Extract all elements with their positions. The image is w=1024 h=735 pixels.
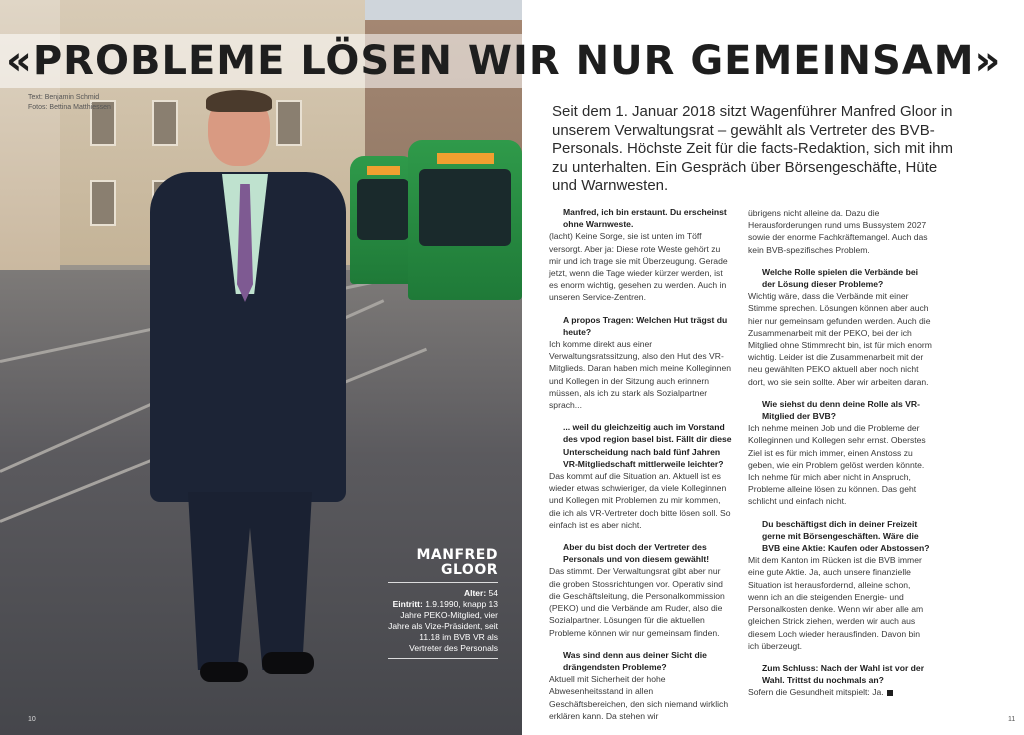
answer: Das stimmt. Der Verwaltungsrat gibt aber nur die groben Stossrichtungen vor. Operativ sind die Geschäftsleitung, die Personalkommission (PEKO) und die Verbände am Ruder, also die Sozialpartner. Lösungen für die aktuellen Probleme können wir nur gemeinsam finden. [549,566,725,638]
profile-facts [388,588,498,654]
answer: Ich nehme meinen Job und die Probleme der Kolleginnen und Kollegen sehr ernst. Oberstes Ziel ist es für mich immer, einen Anstoss zu geben, wie ein Problem gelöst werden könnte. Ich nehme für mich aber nicht in Anspruch, Probleme alleine lösen zu können. Das geht schlicht und einfach nicht. [748,423,926,507]
fact-age: Alter: 54 [463,588,498,598]
answer: Wichtig wäre, dass die Verbände mit einer Stimme sprechen. Lösungen können aber auch hier nur gemeinsam gefunden werden. Auch die Zusammenarbeit mit der PEKO, bei der ich Mitglied ohne Stimmrecht bin, ist für mich enorm wichtig. Leider ist die Zusammenarbeit mit der neu gewählten PEKO aktuell aber noch nicht dort, wo sie sein sollte. Aber wir arbeiten daran. [748,291,932,387]
answer: Das kommt auf die Situation an. Aktuell ist es wieder etwas schwieriger, da viele Kolleginnen und Kollegen mit Problemen zu mir kommen, die ich als VR-Vertreter doch bitte lösen soll. So einfach ist es aber nicht. [549,471,731,530]
answer-continued: übrigens nicht alleine da. Dazu die Herausforderungen rund ums Bussystem 2027 sowie der enorme Fachkräftemangel. Auch das kein BVB-spezifisches Problem. [748,208,928,255]
answer: Mit dem Kanton im Rücken ist die BVB immer eine gute Aktie. Ja, auch unsere finanzielle Situation ist herausfordernd, alleine schon, wenn ich an die steigenden Energie- und Personalkosten denke. Wenn wir aber alle am gleichen Strick ziehen, werden wir auch aus diesem Loch wieder herausfinden. Davon bin ich überzeugt. [748,555,924,651]
question: Wie siehst du denn deine Rolle als VR-Mitglied der BVB? [762,398,920,422]
text-credit: Text: Benjamin Schmid [28,94,100,101]
question: Zum Schluss: Nach der Wahl ist vor der Wahl. Trittst du nochmals an? [762,662,925,686]
answer: (lacht) Keine Sorge, sie ist unten im Töff versorgt. Aber ja: Diese rote Weste gehört zu mir und ich trage sie mit Überzeugung. Gerade jetzt, wenn die Tage wieder kürzer werden, ist es enorm wichtig, gesehen zu werden. Auch in unseren Service-Zentren. [549,231,728,303]
tram-front [408,140,522,300]
question: Manfred, ich bin erstaunt. Du erscheinst ohne Warnweste. [563,207,727,230]
lead-paragraph: Seit dem 1. Januar 2018 sitzt Wagenführer Manfred Gloor in unserem Verwaltungsrat – gewählt als Vertreter des BVB-Personals. Höchste Zeit für die facts-Redaktion, sich mit ihm zu unterhalten. Ein Gespräch über Börsengeschäfte, Hüte und Warnwesten. [552,103,953,194]
portrait-manfred-gloor [140,92,360,692]
page-number-left: 10 [28,716,36,723]
question: Welche Rolle spielen die Verbände bei der Lösung dieser Probleme? [762,266,919,290]
headline: «PROBLEME LÖSEN WIR NUR GEMEINSAM» [6,38,1002,84]
question: A propos Tragen: Welchen Hut trägst du heute? [563,314,728,337]
end-mark-icon [887,690,893,696]
photo-credit: Fotos: Bettina Matthiessen [28,104,111,111]
question: Du beschäftigst dich in deiner Freizeit gerne mit Börsengeschäften. Wäre die BVB eine Aktie: Kaufen oder Abstossen? [762,518,930,554]
photo-credits [28,93,111,113]
answer: Ich komme direkt aus einer Verwaltungsratssitzung, also den Hut des VR-Mitglieds. Daran haben mich meine Kolleginnen und Kollegen in der Sitzung auch erinnern müssen, als ich zu stark als Sozialpartner sprach... [549,339,732,411]
profile-box [388,548,498,659]
divider [388,582,498,583]
fact-entry: Eintritt: 1.9.1990, knapp 13 Jahre PEKO-Mitglied, vier Jahre als Vize-Präsident, seit 11.18 im BVB VR als Vertreter des Personals [388,599,498,653]
divider [388,658,498,659]
question: ... weil du gleichzeitig auch im Vorstand des vpod region basel bist. Fällt dir diese Unterscheidung nach bald fünf Jahren VR-Mitgliedschaft mittlerweile leichter? [563,422,732,469]
profile-name: MANFRED GLOOR [416,547,498,578]
interview-column-1 [549,206,733,722]
interview-column-2 [748,207,932,699]
question: Was sind denn aus deiner Sicht die drängendsten Probleme? [563,649,707,672]
answer: Aktuell mit Sicherheit der hohe Abwesenheitsstand in allen Geschäftsbereichen, den sich niemand wirklich erklären kann. Da stehen wir [549,674,729,721]
answer-final: Sofern die Gesundheit mitspielt: Ja. [748,686,932,698]
question: Aber du bist doch der Vertreter des Personals und von diesem gewählt! [563,542,710,565]
page-number-right: 11 [1008,716,1016,723]
